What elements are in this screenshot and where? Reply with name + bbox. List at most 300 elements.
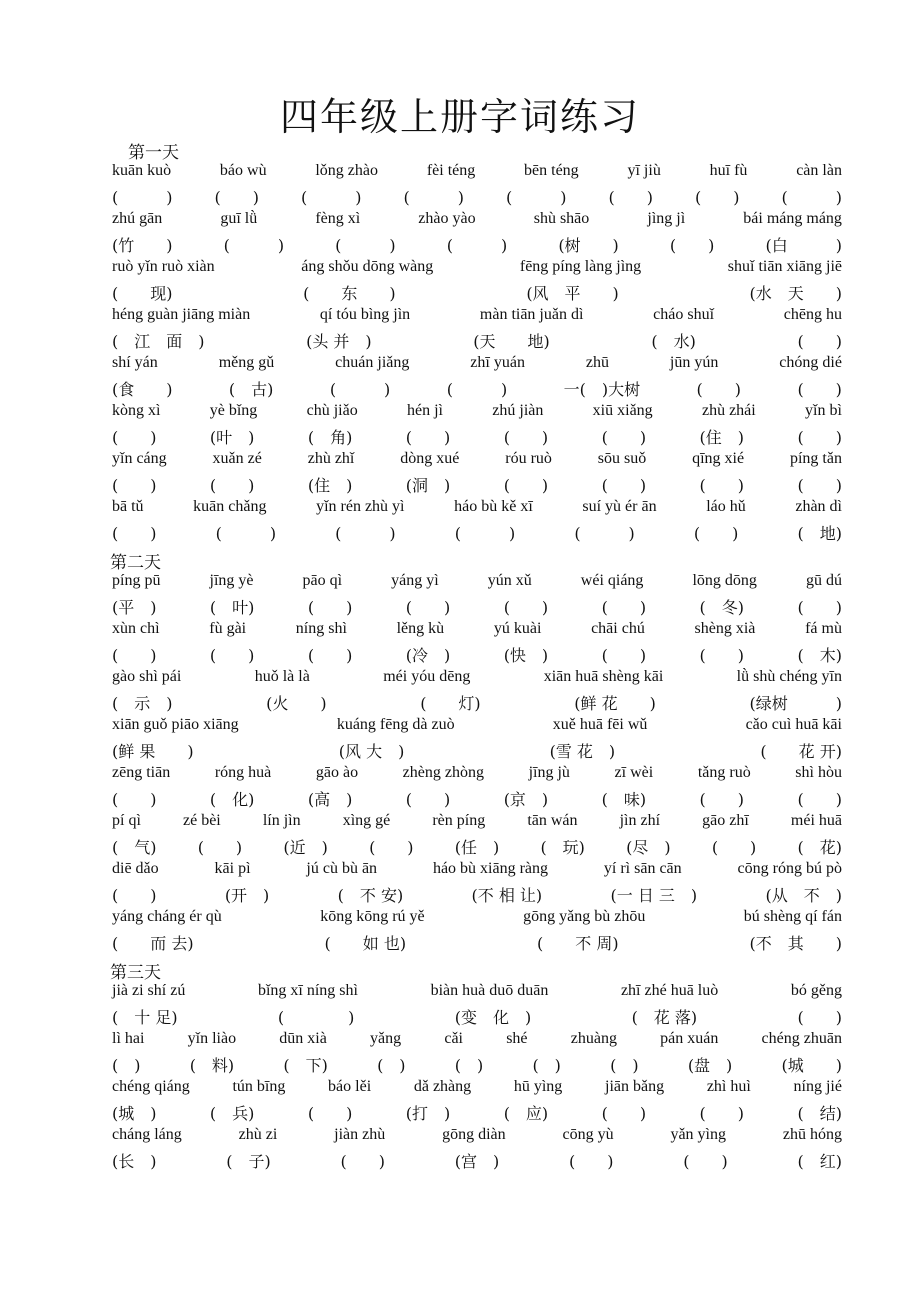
answer-blank[interactable]: ( 花 落) [631,1008,698,1027]
pinyin-word: biàn huà duō duān [430,982,549,999]
pinyin-word: yǎng [370,1030,402,1047]
answer-blank[interactable]: ( ) [209,476,255,495]
pinyin-word: chāi chú [591,620,645,637]
pinyin-word: zhù zhǐ [307,450,355,467]
answer-blank[interactable]: ( ) [377,1056,406,1075]
answer-blank[interactable]: (任 ) [454,838,500,857]
pinyin-word: shì hòu [795,764,842,781]
pinyin-word: níng jié [793,1078,842,1095]
pinyin-row [112,764,842,788]
pinyin-word: měng gǔ [218,354,275,371]
pinyin-word: yǐn bì [805,402,842,419]
pinyin-word: lǒng zhào [315,162,379,179]
answer-blank[interactable]: (宫 ) [454,1152,500,1171]
answer-blank[interactable]: ( ) [601,1104,647,1123]
answer-blank[interactable]: ( ) [781,188,842,207]
pinyin-row [112,908,842,932]
answer-blank[interactable]: ( 水) [651,332,696,351]
pinyin-word: píng pū [112,572,161,589]
answer-blank[interactable]: ( 结) [797,1104,842,1123]
answer-blank[interactable]: ( 角) [307,428,353,447]
answer-blank[interactable]: (尽 ) [626,838,671,857]
pinyin-word: níng shì [295,620,347,637]
answer-blank[interactable]: ( 不 安) [337,886,404,905]
pinyin-word: xuě huā fēi wǔ [552,716,648,733]
answer-blank[interactable]: ( ) [112,524,157,543]
pinyin-word: lǜ shù chéng yīn [736,668,842,685]
pinyin-word: pí qì [112,812,141,829]
answer-blank[interactable]: ( 灯) [420,694,481,713]
answer-blank[interactable]: ( 木) [797,646,842,665]
answer-blank[interactable]: (鲜 果 ) [112,742,194,761]
pinyin-word: fù gài [209,620,247,637]
answer-blank[interactable]: ( ) [329,380,391,399]
answer-blank[interactable]: ( ) [797,332,842,351]
pinyin-row [112,812,842,836]
pinyin-word: xiū xiǎng [592,402,653,419]
answer-blank[interactable]: ( 示 ) [112,694,173,713]
pinyin-word: gōng diàn [442,1126,506,1143]
answer-blank[interactable]: ( ) [669,236,715,255]
pinyin-word: yí rì sān cān [603,860,682,877]
answer-row [112,473,842,497]
answer-row [112,377,842,401]
pinyin-row [112,982,842,1006]
answer-blank[interactable]: ( ) [574,524,635,543]
pinyin-word: jú cù bù ān [306,860,378,877]
pinyin-word: gū dú [805,572,842,589]
pinyin-word: zhuàng [570,1030,617,1047]
pinyin-word: bó gěng [790,982,842,999]
pinyin-row [112,498,842,522]
answer-row [112,739,842,763]
pinyin-word: tān wán [527,812,578,829]
pinyin-word: hén jì [406,402,443,419]
answer-blank[interactable]: ( 江 面 ) [112,332,205,351]
pinyin-word: kāi pì [214,860,251,877]
answer-blank[interactable]: (食 ) [112,380,173,399]
answer-blank[interactable]: (白 ) [765,236,842,255]
answer-blank[interactable]: ( ) [112,188,173,207]
answer-blank[interactable]: ( ) [699,1104,745,1123]
pinyin-row [112,258,842,282]
pinyin-word: xuǎn zé [212,450,262,467]
answer-blank[interactable]: (竹 ) [112,236,173,255]
answer-blank[interactable]: (天 地) [473,332,550,351]
answer-blank[interactable]: ( ) [301,188,362,207]
answer-row [112,281,842,305]
answer-blank[interactable]: (盘 ) [687,1056,733,1075]
pinyin-word: zhú jiàn [492,402,544,419]
pinyin-word: yǐn liào [187,1030,237,1047]
answer-blank[interactable]: ( 兵) [209,1104,255,1123]
answer-blank[interactable]: ( ) [405,598,451,617]
pinyin-word: kuān kuò [112,162,172,179]
answer-blank[interactable]: ( ) [601,598,647,617]
pinyin-word: chéng zhuān [761,1030,842,1047]
pinyin-word: fèng xì [315,210,361,227]
pinyin-word: chēng hu [783,306,842,323]
answer-blank[interactable]: ( ) [307,646,353,665]
pinyin-row [112,306,842,330]
pinyin-word: zhào yào [418,210,476,227]
pinyin-row [112,1126,842,1150]
pinyin-word: chéng qiáng [112,1078,190,1095]
answer-blank[interactable]: (京 ) [503,790,549,809]
answer-blank[interactable]: ( 地) [797,524,842,543]
pinyin-word: kòng xì [112,402,161,419]
pinyin-word: jīng jù [528,764,570,781]
pinyin-word: yè bǐng [209,402,258,419]
answer-blank[interactable]: ( ) [405,790,451,809]
answer-blank[interactable]: (一 日 三 ) [610,886,698,905]
pinyin-word: fèi téng [426,162,476,179]
answer-blank[interactable]: (鲜 花 ) [574,694,656,713]
answer-blank[interactable]: ( ) [503,476,549,495]
answer-blank[interactable]: ( ) [610,1056,639,1075]
answer-blank[interactable]: (从 不 ) [765,886,842,905]
answer-blank[interactable]: ( ) [112,886,157,905]
pinyin-word: fá mù [805,620,842,637]
pinyin-word: zhī yuán [470,354,525,371]
pinyin-row [112,162,842,186]
day-heading: 第三天 [110,963,161,983]
pinyin-word: yī jiù [627,162,661,179]
answer-blank[interactable]: ( ) [693,524,739,543]
pinyin-word: pāo qì [302,572,343,589]
pinyin-word: zhì huì [706,1078,751,1095]
pinyin-word: áng shǒu dōng wàng [301,258,434,275]
pinyin-word: píng tǎn [789,450,842,467]
pinyin-word: shuǐ tiān xiāng jiē [727,258,842,275]
answer-blank[interactable]: ( 子) [226,1152,271,1171]
answer-blank[interactable]: ( ) [112,476,157,495]
answer-blank[interactable]: (冷 ) [405,646,451,665]
answer-blank[interactable]: (雪 花 ) [549,742,616,761]
pinyin-word: háo bù kě xī [454,498,533,515]
answer-blank[interactable]: (打 ) [405,1104,451,1123]
answer-blank[interactable]: ( ) [446,236,508,255]
answer-blank[interactable]: ( ) [335,524,396,543]
pinyin-word: guī lǜ [220,210,258,227]
pinyin-word: chù jiǎo [306,402,358,419]
answer-blank[interactable]: (城 ) [781,1056,842,1075]
answer-blank[interactable]: (不 相 让) [471,886,543,905]
answer-blank[interactable]: ( ) [223,236,285,255]
answer-blank[interactable]: ( ) [405,428,451,447]
pinyin-word: fēng píng làng jìng [519,258,642,275]
answer-blank[interactable]: ( ) [446,380,508,399]
answer-blank[interactable]: (洞 ) [405,476,451,495]
answer-blank[interactable]: (火 ) [266,694,327,713]
answer-blank[interactable]: ( ) [797,476,842,495]
answer-row [112,1005,842,1029]
pinyin-word: zhù zi [238,1126,278,1143]
pinyin-row [112,1078,842,1102]
answer-blank[interactable]: ( ) [506,188,567,207]
answer-blank[interactable]: ( 气) [112,838,157,857]
pinyin-word: jīng yè [209,572,254,589]
pinyin-word: bái máng máng [743,210,842,227]
pinyin-word: gāo ào [315,764,359,781]
answer-row [112,595,842,619]
answer-row [112,185,842,209]
pinyin-word: cháng láng [112,1126,182,1143]
answer-blank[interactable]: ( ) [112,428,157,447]
answer-blank[interactable]: (绿树 ) [749,694,842,713]
pinyin-row [112,1030,842,1054]
answer-blank[interactable]: ( 应) [503,1104,549,1123]
answer-row [112,643,842,667]
answer-blank[interactable]: (水 天 ) [749,284,842,303]
answer-blank[interactable]: ( ) [340,1152,385,1171]
answer-blank[interactable]: ( ) [403,188,464,207]
pinyin-word: qí tóu bìng jìn [319,306,411,323]
pinyin-word: wéi qiáng [580,572,644,589]
answer-blank[interactable]: (变 化 ) [454,1008,532,1027]
pinyin-word: báo wù [219,162,267,179]
pinyin-row [112,716,842,740]
pinyin-word: kōng kōng rú yě [320,908,425,925]
answer-row [112,835,842,859]
pinyin-word: huī fù [709,162,748,179]
answer-blank[interactable]: ( ) [696,380,742,399]
answer-blank[interactable]: ( 玩) [540,838,585,857]
pinyin-word: bēn téng [524,162,579,179]
answer-blank[interactable]: (风 大 ) [338,742,405,761]
answer-blank[interactable]: ( ) [197,838,243,857]
pinyin-word: chuán jiǎng [335,354,410,371]
answer-blank[interactable]: ( ) [277,1008,355,1027]
pinyin-word: yáng yì [391,572,439,589]
pinyin-word: xiān guǒ piāo xiāng [112,716,239,733]
answer-row [112,233,842,257]
pinyin-word: zhú gān [112,210,163,227]
answer-blank[interactable]: ( ) [307,1104,353,1123]
answer-blank[interactable]: (长 ) [112,1152,157,1171]
pinyin-word: cōng yù [562,1126,614,1143]
pinyin-word: yǎn yìng [670,1126,726,1143]
answer-blank[interactable]: (近 ) [283,838,328,857]
answer-blank[interactable]: ( ) [695,188,740,207]
answer-blank[interactable]: (平 ) [112,598,157,617]
answer-row [112,521,842,545]
answer-blank[interactable]: ( 叶) [209,598,255,617]
answer-blank[interactable]: ( ) [532,1056,561,1075]
pinyin-word: xùn chì [112,620,160,637]
answer-blank[interactable]: (快 ) [503,646,549,665]
answer-row [112,931,842,955]
answer-blank[interactable]: ( 冬) [699,598,745,617]
pinyin-word: kuān chǎng [193,498,267,515]
answer-blank[interactable]: (高 ) [307,790,353,809]
answer-blank[interactable]: ( ) [112,1056,141,1075]
pinyin-word: jiàn zhù [334,1126,386,1143]
pinyin-word: zēng tiān [112,764,171,781]
answer-blank[interactable]: 一( )大树 [563,380,641,399]
pinyin-row [112,620,842,644]
pinyin-word: lěng kù [396,620,445,637]
pinyin-word: bā tǔ [112,498,144,515]
answer-blank[interactable]: ( ) [454,1056,484,1075]
pinyin-word: háo bù xiāng ràng [432,860,549,877]
pinyin-word: héng guàn jiāng miàn [112,306,251,323]
answer-blank[interactable]: ( ) [797,790,842,809]
day-heading: 第二天 [110,553,161,573]
answer-blank[interactable]: (住 ) [699,428,745,447]
answer-blank[interactable]: (头 并 ) [306,332,372,351]
pinyin-word: dūn xià [279,1030,327,1047]
pinyin-word: zhī zhé huā luò [620,982,719,999]
pinyin-word: gāo zhī [702,812,749,829]
answer-blank[interactable]: (城 ) [112,1104,157,1123]
answer-blank[interactable]: ( ) [209,646,255,665]
answer-blank[interactable]: (不 其 ) [749,934,842,953]
answer-blank[interactable]: ( ) [699,646,745,665]
pinyin-word: yáng cháng ér qù [112,908,222,925]
pinyin-word: bǐng xī níng shì [257,982,358,999]
answer-blank[interactable]: ( ) [503,428,549,447]
answer-row [112,1053,842,1077]
pinyin-word: pán xuán [660,1030,719,1047]
pinyin-word: jiān bǎng [605,1078,665,1095]
answer-blank[interactable]: (叶 ) [209,428,255,447]
pinyin-word: gōng yǎng bù zhōu [523,908,646,925]
pinyin-word: zhù zhái [701,402,756,419]
pinyin-word: suí yù ér ān [582,498,657,515]
answer-blank[interactable]: ( ) [797,598,842,617]
pinyin-word: hū yìng [513,1078,563,1095]
pinyin-word: zhū hóng [782,1126,842,1143]
pinyin-word: kuáng fēng dà zuò [336,716,455,733]
pinyin-word: lì hai [112,1030,145,1047]
pinyin-word: bú shèng qí fán [743,908,842,925]
answer-row [112,883,842,907]
answer-blank[interactable]: ( ) [214,188,259,207]
answer-blank[interactable]: ( ) [797,1008,842,1027]
pinyin-word: yú kuài [493,620,542,637]
answer-blank[interactable]: ( ) [569,1152,614,1171]
answer-blank[interactable]: ( 东 ) [303,284,396,303]
answer-blank[interactable]: ( 而 去) [112,934,194,953]
pinyin-word: lōng dōng [692,572,757,589]
answer-blank[interactable]: (风 平 ) [526,284,619,303]
answer-blank[interactable]: (树 ) [558,236,619,255]
answer-blank[interactable]: ( ) [454,524,516,543]
pinyin-word: zī wèi [614,764,654,781]
pinyin-word: zhū [585,354,609,371]
answer-row [112,329,842,353]
pinyin-row [112,402,842,426]
pinyin-word: yǐn cáng [112,450,167,467]
pinyin-word: cǎi [444,1030,463,1047]
answer-blank[interactable]: ( 下) [283,1056,328,1075]
answer-blank[interactable]: ( 十 足) [112,1008,178,1027]
pinyin-word: shèng xià [694,620,756,637]
answer-blank[interactable]: ( ) [503,598,549,617]
answer-blank[interactable]: (住 ) [307,476,353,495]
answer-blank[interactable]: ( 料) [189,1056,235,1075]
answer-blank[interactable]: ( ) [112,790,157,809]
answer-blank[interactable]: ( ) [112,646,157,665]
answer-blank[interactable]: ( ) [683,1152,728,1171]
pinyin-word: jūn yún [669,354,719,371]
answer-blank[interactable]: ( ) [608,188,653,207]
answer-blank[interactable]: ( 不 周) [537,934,619,953]
day-heading: 第一天 [128,143,179,163]
answer-blank[interactable]: ( ) [601,476,647,495]
pinyin-word: diē dǎo [112,860,159,877]
pinyin-word: xiān huā shèng kāi [543,668,664,685]
pinyin-word: cǎo cuì huā kāi [745,716,842,733]
pinyin-word: gào shì pái [112,668,182,685]
pinyin-word: màn tiān juǎn dì [479,306,584,323]
pinyin-word: tún bīng [232,1078,286,1095]
pinyin-row [112,354,842,378]
pinyin-word: zhàn dì [795,498,842,515]
answer-blank[interactable]: ( ) [215,524,277,543]
answer-blank[interactable]: ( 花 开) [760,742,842,761]
answer-blank[interactable]: (开 ) [224,886,270,905]
pinyin-row [112,860,842,884]
answer-blank[interactable]: ( ) [711,838,757,857]
pinyin-word: qīng xié [692,450,745,467]
pinyin-word: càn làn [796,162,842,179]
answer-blank[interactable]: ( 红) [797,1152,842,1171]
answer-blank[interactable]: ( ) [335,236,396,255]
answer-blank[interactable]: ( ) [797,428,842,447]
answer-blank[interactable]: ( 味) [601,790,647,809]
answer-blank[interactable]: ( ) [601,428,647,447]
answer-blank[interactable]: ( 如 也) [324,934,407,953]
pinyin-word: jìng jì [647,210,686,227]
pinyin-row [112,572,842,596]
pinyin-word: cháo shuǐ [653,306,715,323]
pinyin-word: zhèng zhòng [402,764,484,781]
pinyin-word: róu ruò [505,450,552,467]
answer-row [112,1101,842,1125]
pinyin-word: shù shāo [533,210,590,227]
answer-blank[interactable]: ( 花) [797,838,842,857]
pinyin-word: jìn zhí [619,812,661,829]
pinyin-word: zé bèi [182,812,221,829]
pinyin-word: shí yán [112,354,158,371]
pinyin-word: ruò yǐn ruò xiàn [112,258,215,275]
pinyin-word: dǎ zhàng [413,1078,472,1095]
answer-blank[interactable]: ( 化) [209,790,255,809]
answer-blank[interactable]: ( ) [699,476,745,495]
answer-blank[interactable]: ( 古) [228,380,274,399]
answer-blank[interactable]: ( 现) [112,284,173,303]
pinyin-word: jià zi shí zú [112,982,186,999]
pinyin-word: báo lěi [328,1078,372,1095]
page-title: 四年级上册字词练习 [279,95,640,139]
pinyin-row [112,450,842,474]
pinyin-word: rèn píng [432,812,486,829]
answer-blank[interactable]: ( ) [699,790,745,809]
answer-row [112,787,842,811]
pinyin-word: shé [506,1030,528,1047]
answer-row [112,425,842,449]
answer-blank[interactable]: ( ) [601,646,647,665]
answer-blank[interactable]: ( ) [307,598,353,617]
pinyin-word: dòng xué [400,450,460,467]
pinyin-word: cōng róng bú pò [737,860,842,877]
answer-blank[interactable]: ( ) [369,838,414,857]
answer-blank[interactable]: ( ) [797,380,842,399]
pinyin-row [112,668,842,692]
pinyin-word: yǐn rén zhù yì [316,498,405,515]
